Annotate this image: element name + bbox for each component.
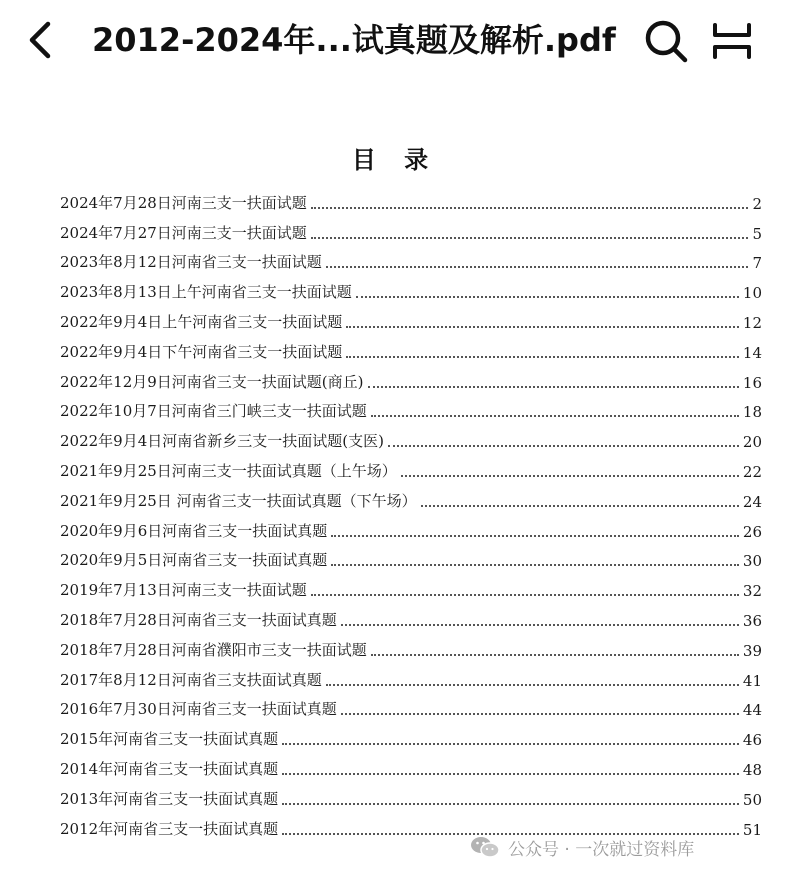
toc-leader-dots (282, 742, 739, 745)
toc-entry-title: 2018年7月28日河南省濮阳市三支一扶面试题 (60, 640, 367, 659)
toc-entry-page: 18 (742, 403, 762, 422)
toc-entry-title: 2021年9月25日 河南省三支一扶面试真题（下午场） (60, 491, 417, 510)
toc-entry-page: 5 (752, 224, 762, 243)
toc-entry[interactable] (60, 213, 762, 243)
toc-entry-title: 2015年河南省三支一扶面试真题 (60, 730, 279, 749)
toc-entry-page: 22 (742, 462, 762, 481)
toc-entry[interactable] (60, 421, 762, 451)
toc-entry[interactable] (60, 690, 762, 720)
toc-entry-title: 2024年7月27日河南三支一扶面试题 (60, 223, 307, 242)
toc-entry-page: 51 (742, 820, 762, 839)
toc-entry-title: 2019年7月13日河南三支一扶面试题 (60, 581, 307, 600)
toc-entry-title: 2014年河南省三支一扶面试真题 (60, 759, 279, 778)
toc-entry[interactable] (60, 451, 762, 481)
toc-entry-page: 16 (742, 373, 762, 392)
toc-entry-title: 2020年9月5日河南省三支一扶面试真题 (60, 551, 328, 570)
toc-leader-dots (368, 385, 739, 388)
toc-leader-dots (331, 534, 739, 537)
toc-leader-dots (331, 563, 739, 566)
toc-entry-page: 46 (742, 731, 762, 750)
toc-leader-dots (346, 325, 739, 328)
toc-leader-dots (326, 265, 748, 268)
toc-entry[interactable] (60, 302, 762, 332)
toc-leader-dots (326, 683, 739, 686)
search-button[interactable] (640, 15, 692, 67)
toc-entry-page: 44 (742, 701, 762, 720)
toc-entry[interactable] (60, 183, 762, 213)
toc-entry-title: 2022年9月4日河南省新乡三支一扶面试题(支医) (60, 432, 384, 451)
toc-entry-page: 7 (752, 254, 762, 273)
toc-entry-page: 30 (742, 552, 762, 571)
toc-leader-dots (421, 504, 739, 507)
toc-entry-page: 20 (742, 433, 762, 452)
toc-entry[interactable] (60, 719, 762, 749)
watermark (470, 832, 694, 862)
toc-entry-title: 2023年8月12日河南省三支一扶面试题 (60, 253, 322, 272)
toc-entry[interactable] (60, 779, 762, 809)
toc-entry-title: 2024年7月28日河南三支一扶面试题 (60, 193, 307, 212)
toc-entry-title: 2016年7月30日河南省三支一扶面试真题 (60, 700, 337, 719)
search-icon (643, 18, 689, 64)
toc-entry-page: 32 (742, 582, 762, 601)
toc-leader-dots (371, 414, 739, 417)
toc-list (60, 183, 762, 839)
toc-entry-page: 48 (742, 760, 762, 779)
toc-entry[interactable] (60, 481, 762, 511)
toc-entry-page: 2 (752, 194, 762, 213)
toc-entry[interactable] (60, 749, 762, 779)
toc-entry-title: 2017年8月12日河南省三支扶面试真题 (60, 670, 322, 689)
top-bar (0, 0, 790, 80)
toc-entry-page: 14 (742, 343, 762, 362)
toc-entry[interactable] (60, 660, 762, 690)
toc-entry-page: 36 (742, 611, 762, 630)
toc-leader-dots (401, 474, 739, 477)
toc-entry-title: 2022年9月4日下午河南省三支一扶面试题 (60, 342, 343, 361)
toc-entry-title: 2022年10月7日河南省三门峡三支一扶面试题 (60, 402, 367, 421)
watermark-text: 公众号 · 一次就过资料库 (508, 839, 695, 860)
toc-leader-dots (311, 236, 748, 239)
toc-leader-dots (388, 444, 739, 447)
toc-leader-dots (282, 802, 739, 805)
toc-entry[interactable] (60, 600, 762, 630)
toc-entry-title: 2012年河南省三支一扶面试真题 (60, 819, 279, 838)
toc-entry-title: 2020年9月6日河南省三支一扶面试真题 (60, 521, 328, 540)
toc-leader-dots (311, 593, 739, 596)
toc-entry[interactable] (60, 362, 762, 392)
toc-entry-page: 12 (742, 313, 762, 332)
toc-entry[interactable] (60, 630, 762, 660)
wechat-icon (470, 835, 500, 859)
toc-leader-dots (346, 355, 739, 358)
page-layout-button[interactable] (705, 15, 759, 67)
toc-entry-title: 2022年12月9日河南省三支一扶面试题(商丘) (60, 372, 364, 391)
toc-leader-dots (356, 295, 739, 298)
document-title: 2012-2024年...试真题及解析.pdf (92, 21, 616, 59)
toc-entry-page: 24 (742, 492, 762, 511)
page-layout-icon (710, 21, 754, 61)
toc-entry[interactable] (60, 243, 762, 273)
toc-entry[interactable] (60, 511, 762, 541)
toc-entry[interactable] (60, 392, 762, 422)
toc-entry-title: 2023年8月13日上午河南省三支一扶面试题 (60, 283, 352, 302)
toc-leader-dots (371, 653, 739, 656)
toc-leader-dots (311, 206, 748, 209)
toc-leader-dots (282, 772, 739, 775)
toc-entry-page: 26 (742, 522, 762, 541)
toc-entry[interactable] (60, 541, 762, 571)
toc-entry-page: 39 (742, 641, 762, 660)
toc-leader-dots (341, 623, 739, 626)
toc-entry[interactable] (60, 272, 762, 302)
toc-entry-title: 2018年7月28日河南省三支一扶面试真题 (60, 610, 337, 629)
toc-entry-page: 10 (742, 284, 762, 303)
back-button[interactable] (18, 18, 62, 62)
toc-entry-title: 2022年9月4日上午河南省三支一扶面试题 (60, 312, 343, 331)
chevron-left-icon (26, 20, 54, 60)
toc-entry-page: 50 (742, 790, 762, 809)
toc-entry-page: 41 (742, 671, 762, 690)
toc-entry-title: 2013年河南省三支一扶面试真题 (60, 789, 279, 808)
toc-heading: 目 录 (351, 145, 439, 174)
toc-entry-title: 2021年9月25日河南三支一扶面试真题（上午场） (60, 461, 397, 480)
toc-entry[interactable] (60, 332, 762, 362)
toc-entry[interactable] (60, 570, 762, 600)
toc-leader-dots (341, 712, 739, 715)
